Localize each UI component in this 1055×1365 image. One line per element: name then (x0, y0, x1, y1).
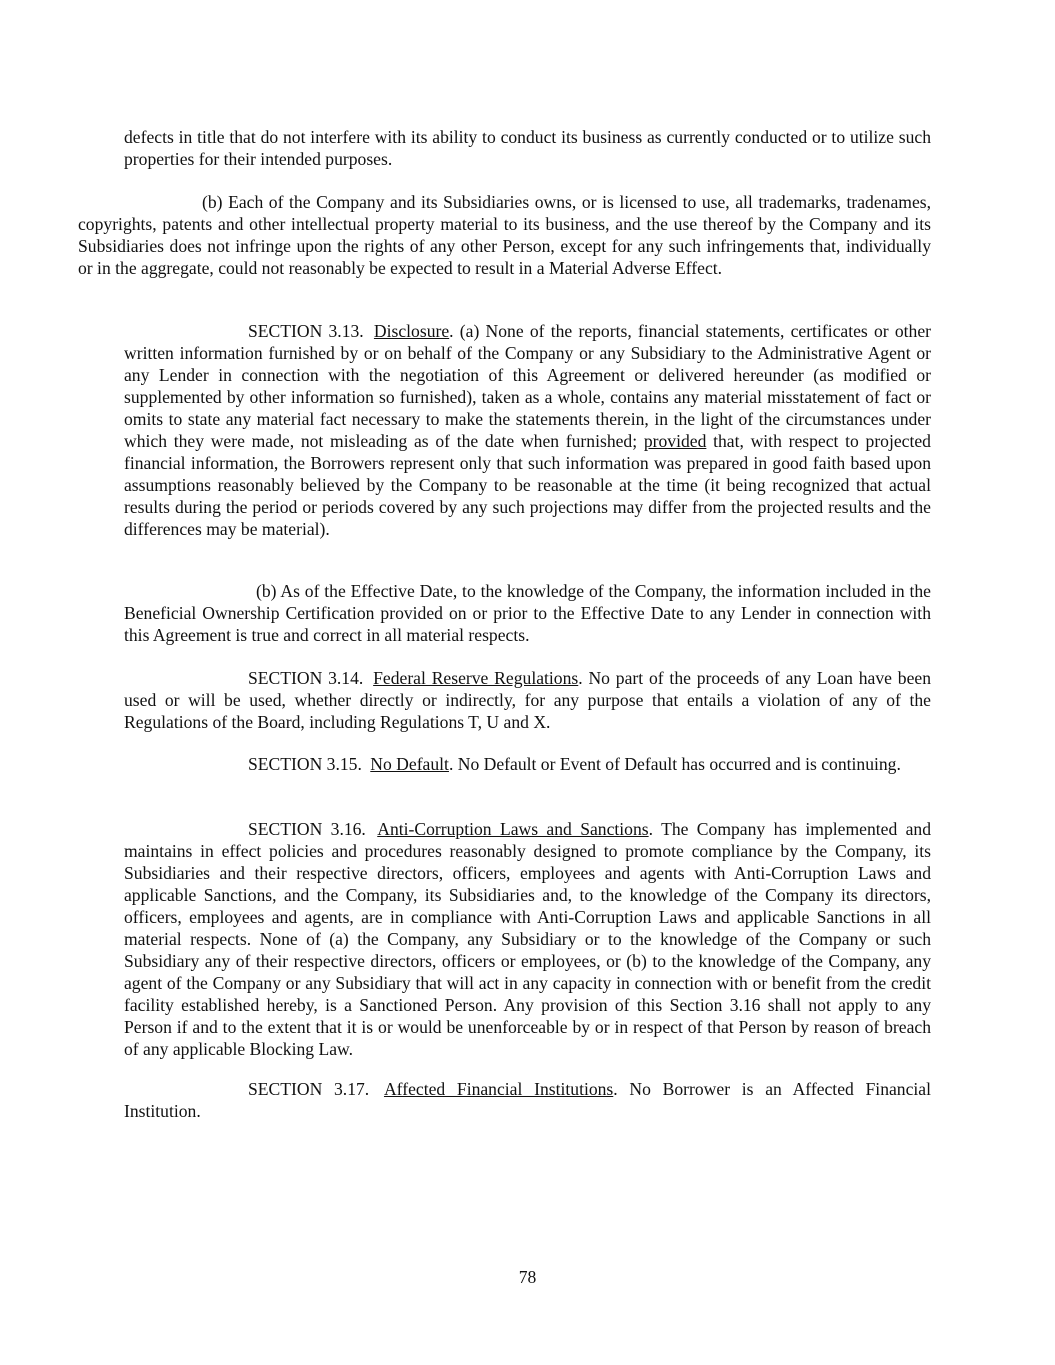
section-3-15: SECTION 3.15. No Default. No Default or Event of Default has occurred and is continuing. (248, 754, 901, 774)
section-3-16: SECTION 3.16. Anti-Corruption Laws and Sanctions. The Company has implemented and maintains in effect policies and procedures reasonably designed to promote compliance by the Company, its Subsidiaries and their respective directors, officers, employees and agents with Anti-Corruption Laws and applicable Sanctions, and the Company, its Subsidiaries and, to the knowledge of the Company its directors, officers, employees and agents, are in compliance with Anti-Corruption Laws and applicable Sanctions in all material respects. None of (a) the Company, any Subsidiary or to the knowledge of the Company or such Subsidiary any of their respective directors, officers or employees, or (b) to the knowledge of the Company, any agent of the Company or any Subsidiary that will act in any capacity in connection with or benefit from the credit facility established hereby, is a Sanctioned Person. Any provision of this Section 3.16 shall not apply to any Person if and to the extent that it is or would be unenforceable by or in respect of that Person by reason of breach of any applicable Blocking Law. (124, 819, 932, 1059)
section-title: Anti-Corruption Laws and Sanctions (377, 819, 649, 839)
page-number: 78 (518, 1267, 537, 1287)
section-number: SECTION 3.16. (248, 819, 366, 839)
provided-term: provided (643, 431, 707, 451)
section-title: Federal Reserve Regulations (373, 668, 579, 688)
section-number: SECTION 3.13. (248, 321, 364, 341)
section-3-17: SECTION 3.17. Affected Financial Institutions. No Borrower is an Affected Financial Institution. (124, 1079, 931, 1121)
section-3-13-b: (b) As of the Effective Date, to the knowledge of the Company, the information included in the Beneficial Ownership Certification provided on or prior to the Effective Date to any Lender in connection with this Agreement is true and correct in all material respects. (124, 581, 931, 645)
paragraph-title-defects: defects in title that do not interfere with its ability to conduct its business as currently conducted or to utilize such properties for their intended purposes. (124, 127, 931, 169)
subsection-label: (a) (459, 321, 480, 341)
section-text: No part of the proceeds of any Loan have been used or will be used, whether directly or indirectly, for any purpose that entails a violation of any of the Regulations of the Board, including Regulations T, U and X. (124, 668, 932, 732)
section-text: The Company has implemented and maintains in effect policies and procedures reasonably designed to promote compliance by the Company, its Subsidiaries and their respective directors, officers, employees and agents with Anti-Corruption Laws and applicable Sanctions, and the Company, its Subsidiaries and, to the knowledge of the Company its directors, officers, employees and agents, are in compliance with Anti-Corruption Laws and applicable Sanctions in all material respects. None of (a) the Company, any Subsidiary or to the knowledge of the Company or such Subsidiary any of their respective directors, officers or employees, or (b) to the knowledge of the Company, any agent of the Company or any Subsidiary that will act in any capacity in connection with or benefit from the credit facility established hereby, is a Sanctioned Person. Any provision of this Section 3.16 shall not apply to any Person if and to the extent that it is or would be unenforceable by or in respect of that Person by reason of breach of any applicable Blocking Law. (124, 819, 932, 1059)
section-3-13-a: SECTION 3.13. Disclosure. (a) None of the reports, financial statements, certificates or other written information furnished by or on behalf of the Company or any Subsidiary to the Administrative Agent or any Lender in connection with the negotiation of this Agreement or delivered hereunder (as modified or supplemented by other information so furnished), taken as a whole, contains any material misstatement of fact or omits to state any material fact necessary to make the statements therein, in the light of the circumstances under which they were made, not misleading as of the date when furnished; provided that, with respect to projected financial information, the Borrowers represent only that such information was prepared in good faith based upon assumptions reasonably believed by the Company to be reasonable at the time (it being recognized that actual results during the period or periods covered by any such projections may differ from the projected results and the differences may be material). (124, 321, 931, 539)
section-text: No Default or Event of Default has occurred and is continuing. (457, 754, 901, 774)
section-title: Disclosure (373, 321, 450, 341)
section-text-continued: that, with respect to projected financial information, the Borrowers represent only that such information was prepared in good faith based upon assumptions reasonably believed by the Company to be reasonable at the time (it being recognized that actual results during the period or periods covered by any such projections may differ from the projected results and the differences may be material). (124, 431, 931, 539)
section-number: SECTION 3.15. (248, 754, 362, 774)
section-text: None of the reports, financial statements, certificates or other written information furnished by or on behalf of the Company or any Subsidiary to the Administrative Agent or any Lender in connection with the negotiation of this Agreement or delivered hereunder (as modified or supplemented by other information so furnished), taken as a whole, contains any material misstatement of fact or omits to state any material fact necessary to make the statements therein, in the light of the circumstances under which they were made, not misleading as of the date when furnished; (124, 321, 931, 451)
section-3-14: SECTION 3.14. Federal Reserve Regulations. No part of the proceeds of any Loan have been used or will be used, whether directly or indirectly, for any purpose that entails a violation of any of the Regulations of the Board, including Regulations T, U and X. (124, 668, 932, 732)
section-title: No Default (370, 754, 449, 774)
section-title: Affected Financial Institutions (383, 1079, 614, 1099)
paragraph-intellectual-property: (b) Each of the Company and its Subsidiaries owns, or is licensed to use, all trademarks, tradenames, copyrights, patents and other intellectual property material to its business, and the use thereof by the Company and its Subsidiaries does not infringe upon the rights of any other Person, except for any such infringements that, individually or in the aggregate, could not reasonably be expected to result in a Material Adverse Effect. (78, 192, 931, 278)
section-number: SECTION 3.17. (248, 1079, 370, 1099)
section-number: SECTION 3.14. (248, 668, 364, 688)
section-text: No Borrower is an Affected Financial Institution. (124, 1079, 931, 1121)
